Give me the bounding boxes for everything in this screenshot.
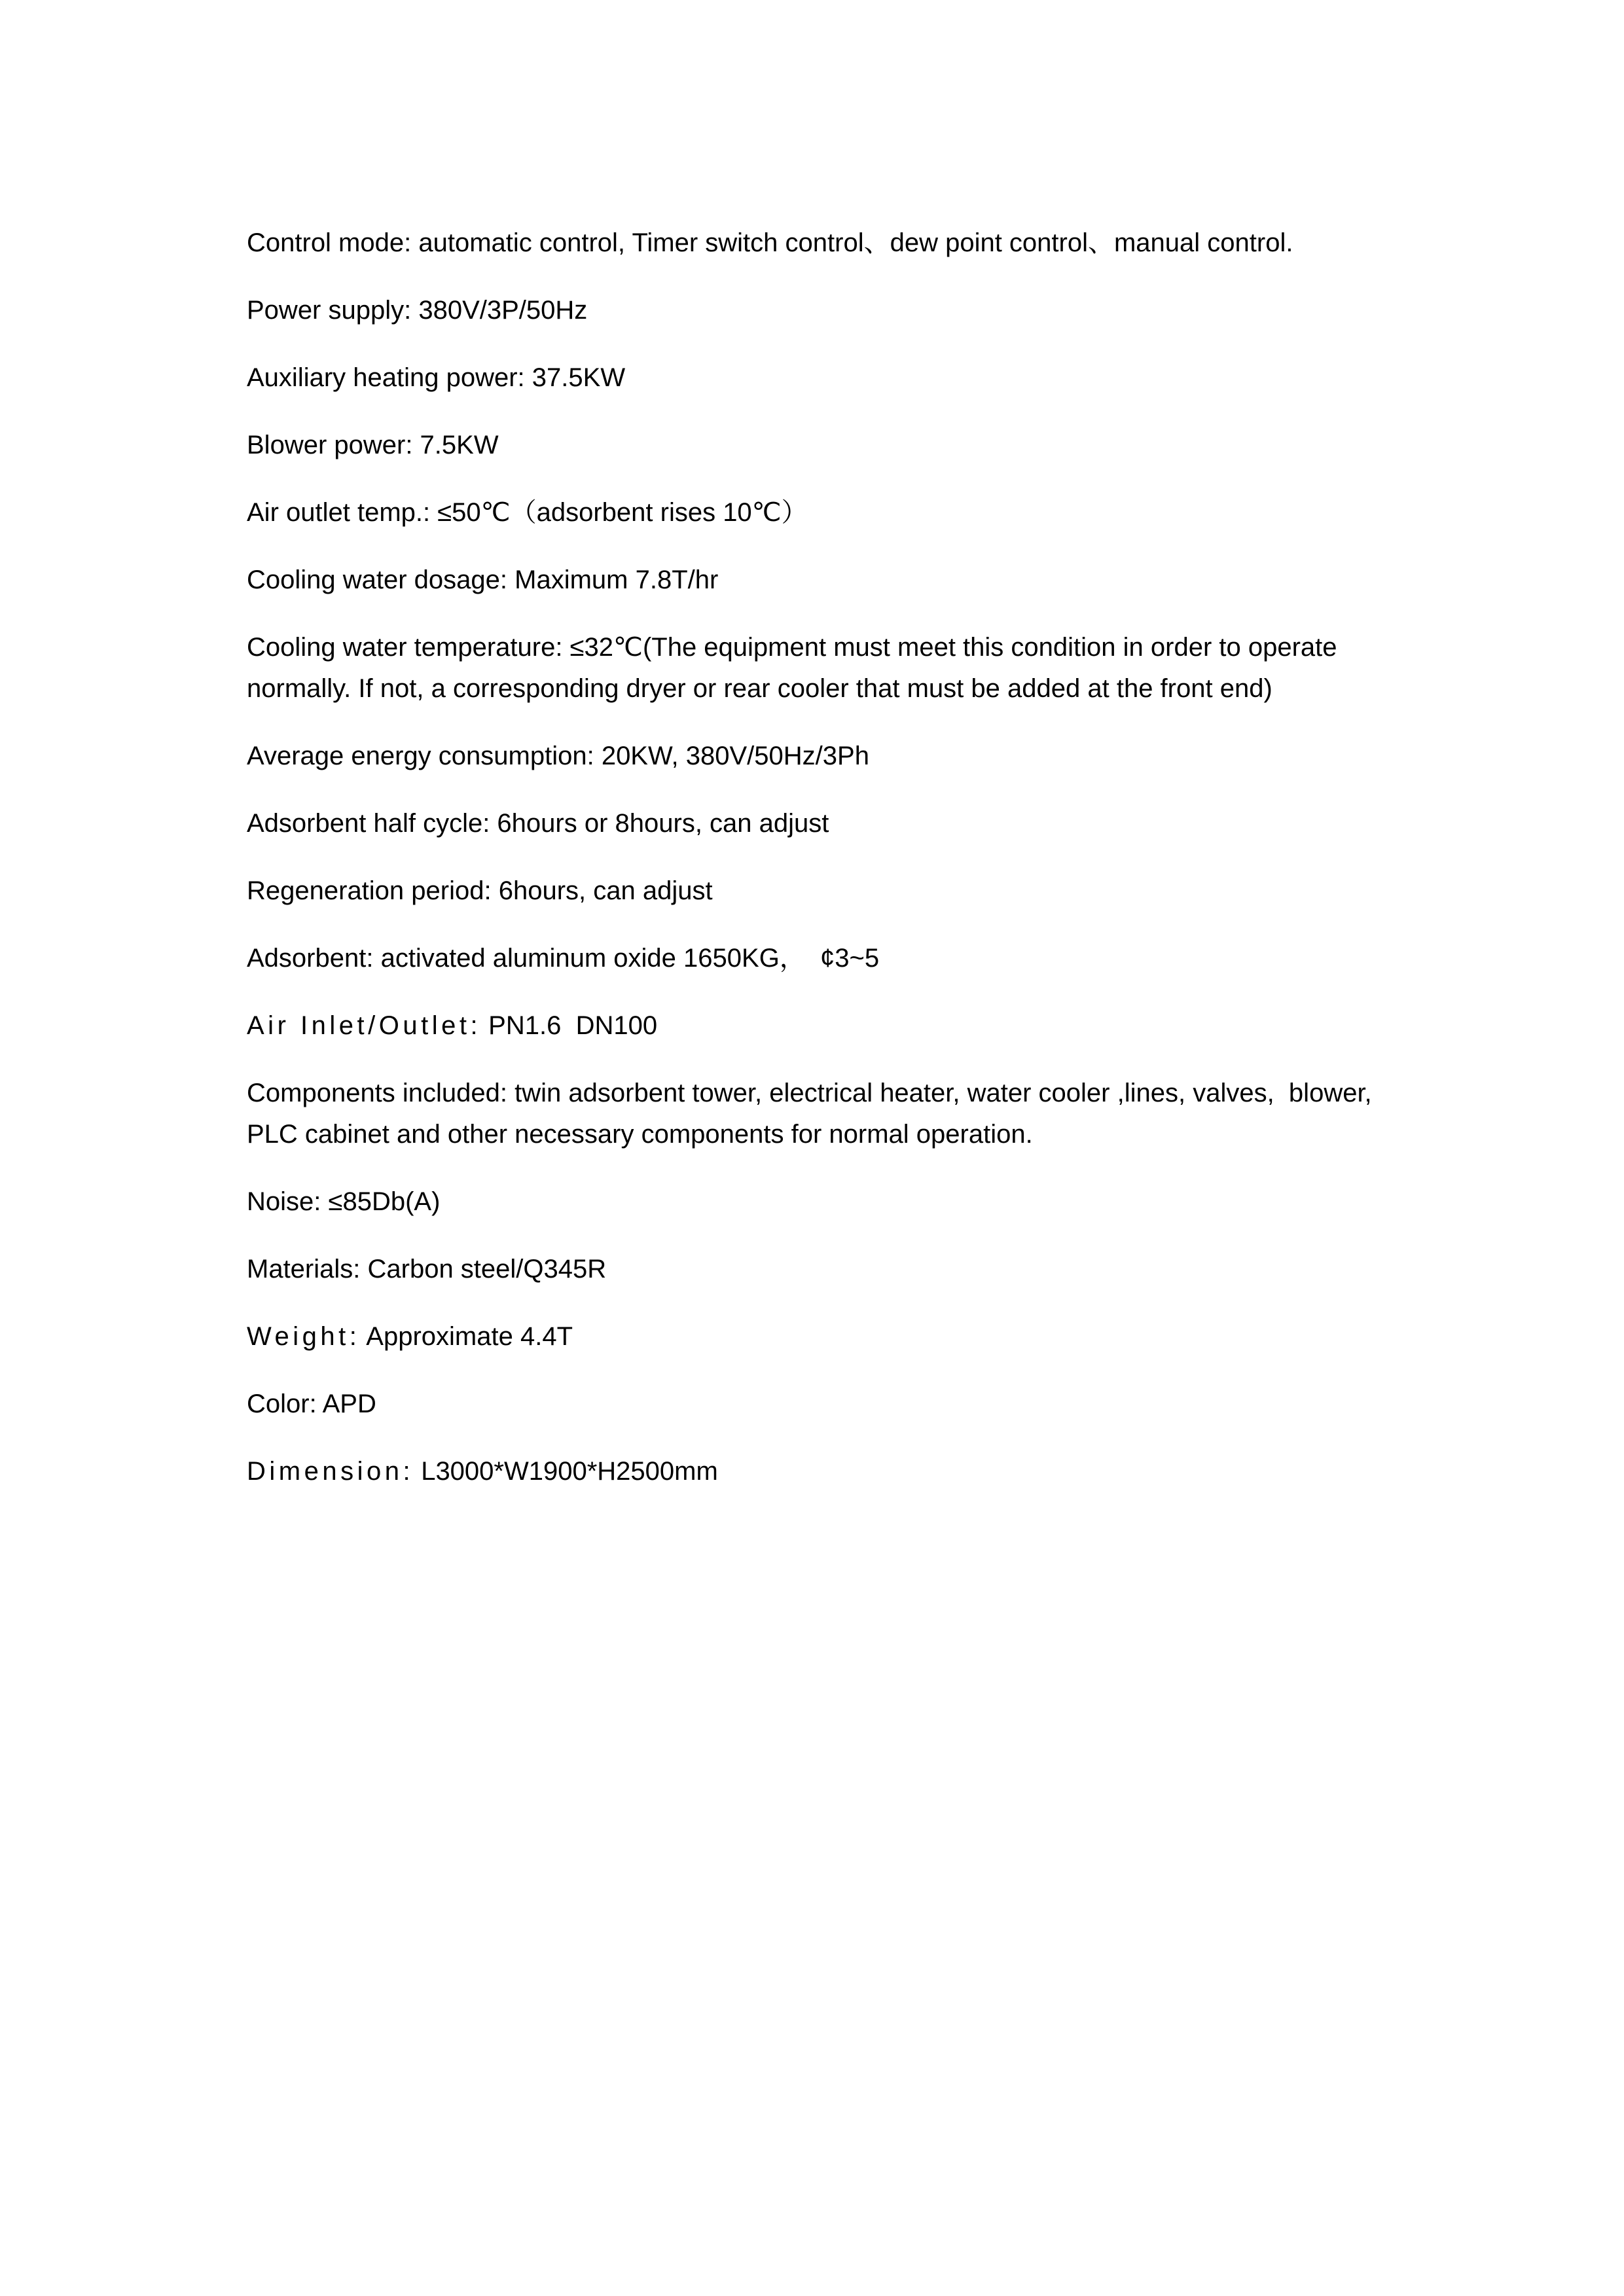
spec-value-air-inlet-outlet: PN1.6 DN100 <box>481 1011 658 1040</box>
spec-value-cooling-water-temperature: Cooling water temperature: ≤32℃(The equipment must meet this condition in order to operate normally. If not, a corresponding dryer or rear cooler that must be added at the front end) <box>247 633 1344 703</box>
spec-line-air-inlet-outlet <box>247 1005 1399 1047</box>
spec-value-dimension: L3000*W1900*H2500mm <box>414 1457 718 1486</box>
specification-list <box>247 196 1399 1518</box>
spec-line-dimension <box>247 1451 1399 1492</box>
spec-line-materials <box>247 1249 1399 1290</box>
spec-value-air-outlet-temp: Air outlet temp.: ≤50℃（adsorbent rises 10℃） <box>247 498 808 527</box>
spec-line-adsorbent-half-cycle <box>247 803 1399 844</box>
spec-value-weight: Approximate 4.4T <box>360 1322 573 1351</box>
spec-value-noise: Noise: ≤85Db(A) <box>247 1187 441 1216</box>
spec-label-dimension: Dimension: <box>247 1457 414 1486</box>
spec-value-power-supply: Power supply: 380V/3P/50Hz <box>247 296 588 325</box>
spec-value-average-energy-consumption: Average energy consumption: 20KW, 380V/50Hz/3Ph <box>247 742 869 770</box>
spec-value-control-mode: Control mode: automatic control, Timer switch control、dew point control、manual control. <box>247 228 1293 257</box>
spec-line-regeneration-period <box>247 870 1399 912</box>
spec-value-adsorbent-half-cycle: Adsorbent half cycle: 6hours or 8hours, can adjust <box>247 809 829 838</box>
spec-line-components-included <box>247 1073 1399 1155</box>
spec-line-air-outlet-temp <box>247 492 1399 533</box>
spec-line-blower-power <box>247 425 1399 466</box>
spec-value-cooling-water-dosage: Cooling water dosage: Maximum 7.8T/hr <box>247 565 719 594</box>
spec-line-noise <box>247 1181 1399 1223</box>
spec-line-control-mode <box>247 223 1399 264</box>
spec-line-adsorbent <box>247 938 1399 979</box>
spec-value-components-included: Components included: twin adsorbent tower, electrical heater, water cooler ,lines, valves, blower, PLC cabinet and other necessary components for normal operation. <box>247 1079 1379 1149</box>
spec-line-power-supply <box>247 290 1399 331</box>
spec-label-air-inlet-outlet: Air Inlet/Outlet: <box>247 1011 482 1040</box>
spec-line-weight <box>247 1316 1399 1357</box>
spec-value-blower-power: Blower power: 7.5KW <box>247 431 499 459</box>
spec-value-color: Color: APD <box>247 1390 376 1418</box>
spec-value-auxiliary-heating-power: Auxiliary heating power: 37.5KW <box>247 363 626 392</box>
spec-line-auxiliary-heating-power <box>247 357 1399 399</box>
spec-line-cooling-water-dosage <box>247 560 1399 601</box>
spec-value-regeneration-period: Regeneration period: 6hours, can adjust <box>247 876 713 905</box>
spec-line-average-energy-consumption <box>247 736 1399 777</box>
spec-line-cooling-water-temperature <box>247 627 1399 709</box>
spec-label-weight: Weight: <box>247 1322 361 1351</box>
spec-line-color <box>247 1384 1399 1425</box>
spec-value-adsorbent: Adsorbent: activated aluminum oxide 1650KG， ¢3~5 <box>247 944 880 973</box>
spec-value-materials: Materials: Carbon steel/Q345R <box>247 1255 607 1283</box>
